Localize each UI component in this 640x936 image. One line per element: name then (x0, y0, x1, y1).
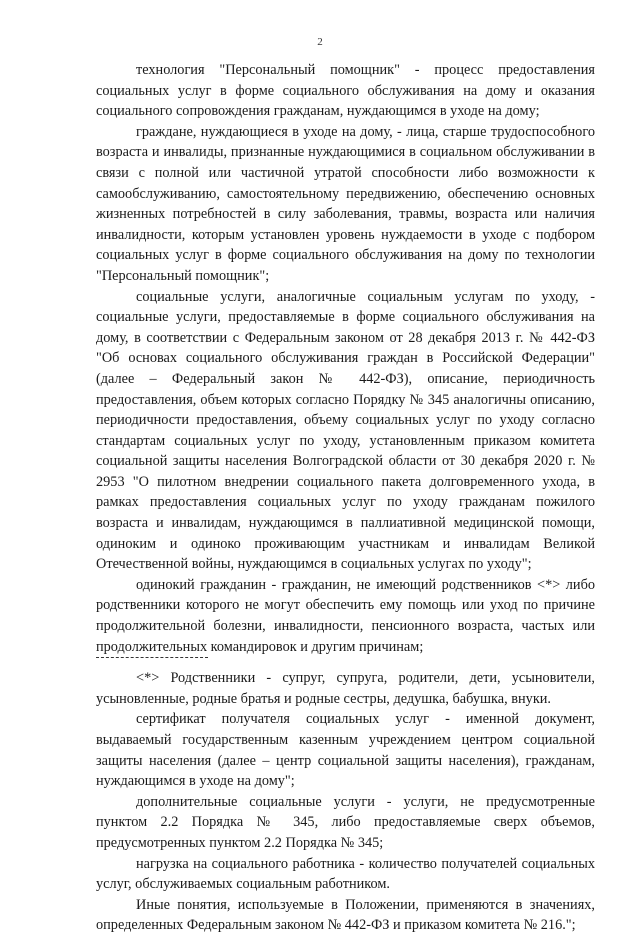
footnote-relatives: <*> Родственники - супруг, супруга, родители, дети, усыновители, усыновленные, родные братья и родные сестры, дедушка, бабушка, внуки. (96, 670, 595, 707)
document-body (96, 60, 595, 936)
footnote-separator (96, 657, 208, 658)
paragraph-similar-social-services: социальные услуги, аналогичные социальным услугам по уходу, - социальные услуги, предоставляемые в форме социального обслуживания на дому, в соответствии с Федеральным законом от 28 декабря 2013 г. № 442-ФЗ "Об основах социального обслуживания граждан в Российской Федерации" (далее – Федеральный закон № 442-ФЗ), описание, периодичность предоставления, объем которых согласно Порядку № 345 аналогичны описанию, периодичности предоставления, объему социальных услуг по уходу согласно стандартам социальных услуг по уходу, установленным приказом комитета социальной защиты населения Волгоградской области от 30 декабря 2020 г. № 2953 "О пилотном внедрении социального пакета долговременного ухода, в рамках предоставления социальных услуг по уходу гражданам пожилого возраста и инвалидам, нуждающимся в паллиативной медицинской помощи, одиноким и одиноко проживающим участникам и инвалидам Великой Отечественной войны, нуждающимся в социальных услугах по уходу"; (96, 288, 595, 573)
paragraph-other-concepts: Иные понятия, используемые в Положении, применяются в значениях, определенных Федеральным законом № 442-ФЗ и приказом комитета № 216."; (96, 896, 595, 934)
paragraph-social-worker-load: нагрузка на социального работника - количество получателей социальных услуг, обслуживаемых социальным работником. (96, 855, 595, 893)
paragraph-single-citizen: одинокий гражданин - гражданин, не имеющий родственников <*> либо родственники которого не могут обеспечить ему помощь или уход по причине продолжительной болезни, инвалидности, пенсионного возраста, частых или продолжительных командировок и другим причинам; (96, 576, 595, 655)
page-number: 2 (317, 36, 323, 48)
paragraph-citizens-needing-home-care: граждане, нуждающиеся в уходе на дому, - лица, старше трудоспособного возраста и инвалиды, признанные нуждающимися в социальном обслуживании в связи с полной или частичной утратой способности либо возможности к самообслуживанию, самостоятельному передвижению, обеспечению основных жизненных потребностей в силу заболевания, травмы, возраста или наличия инвалидности, которым установлен уровень нуждаемости в уходе с подбором социальных услуг в форме социального обслуживания на дому по технологии "Персональный помощник"; (96, 123, 595, 284)
paragraph-additional-services: дополнительные социальные услуги - услуги, не предусмотренные пунктом 2.2 Порядка № 345, либо предоставляемые сверх объемов, предусмотренных пунктом 2.2 Порядка № 345; (96, 793, 595, 851)
paragraph-recipient-certificate: сертификат получателя социальных услуг - именной документ, выдаваемый государственным казенным учреждением центром социальной защиты населения (далее – центр социальной защиты населения), гражданам, нуждающимся в уходе на дому"; (96, 711, 595, 790)
paragraph-personal-assistant-technology: технология "Персональный помощник" - процесс предоставления социальных услуг в форме социального обслуживания на дому и оказания социального сопровождения гражданам, нуждающимся в уходе на дому; (96, 62, 595, 120)
